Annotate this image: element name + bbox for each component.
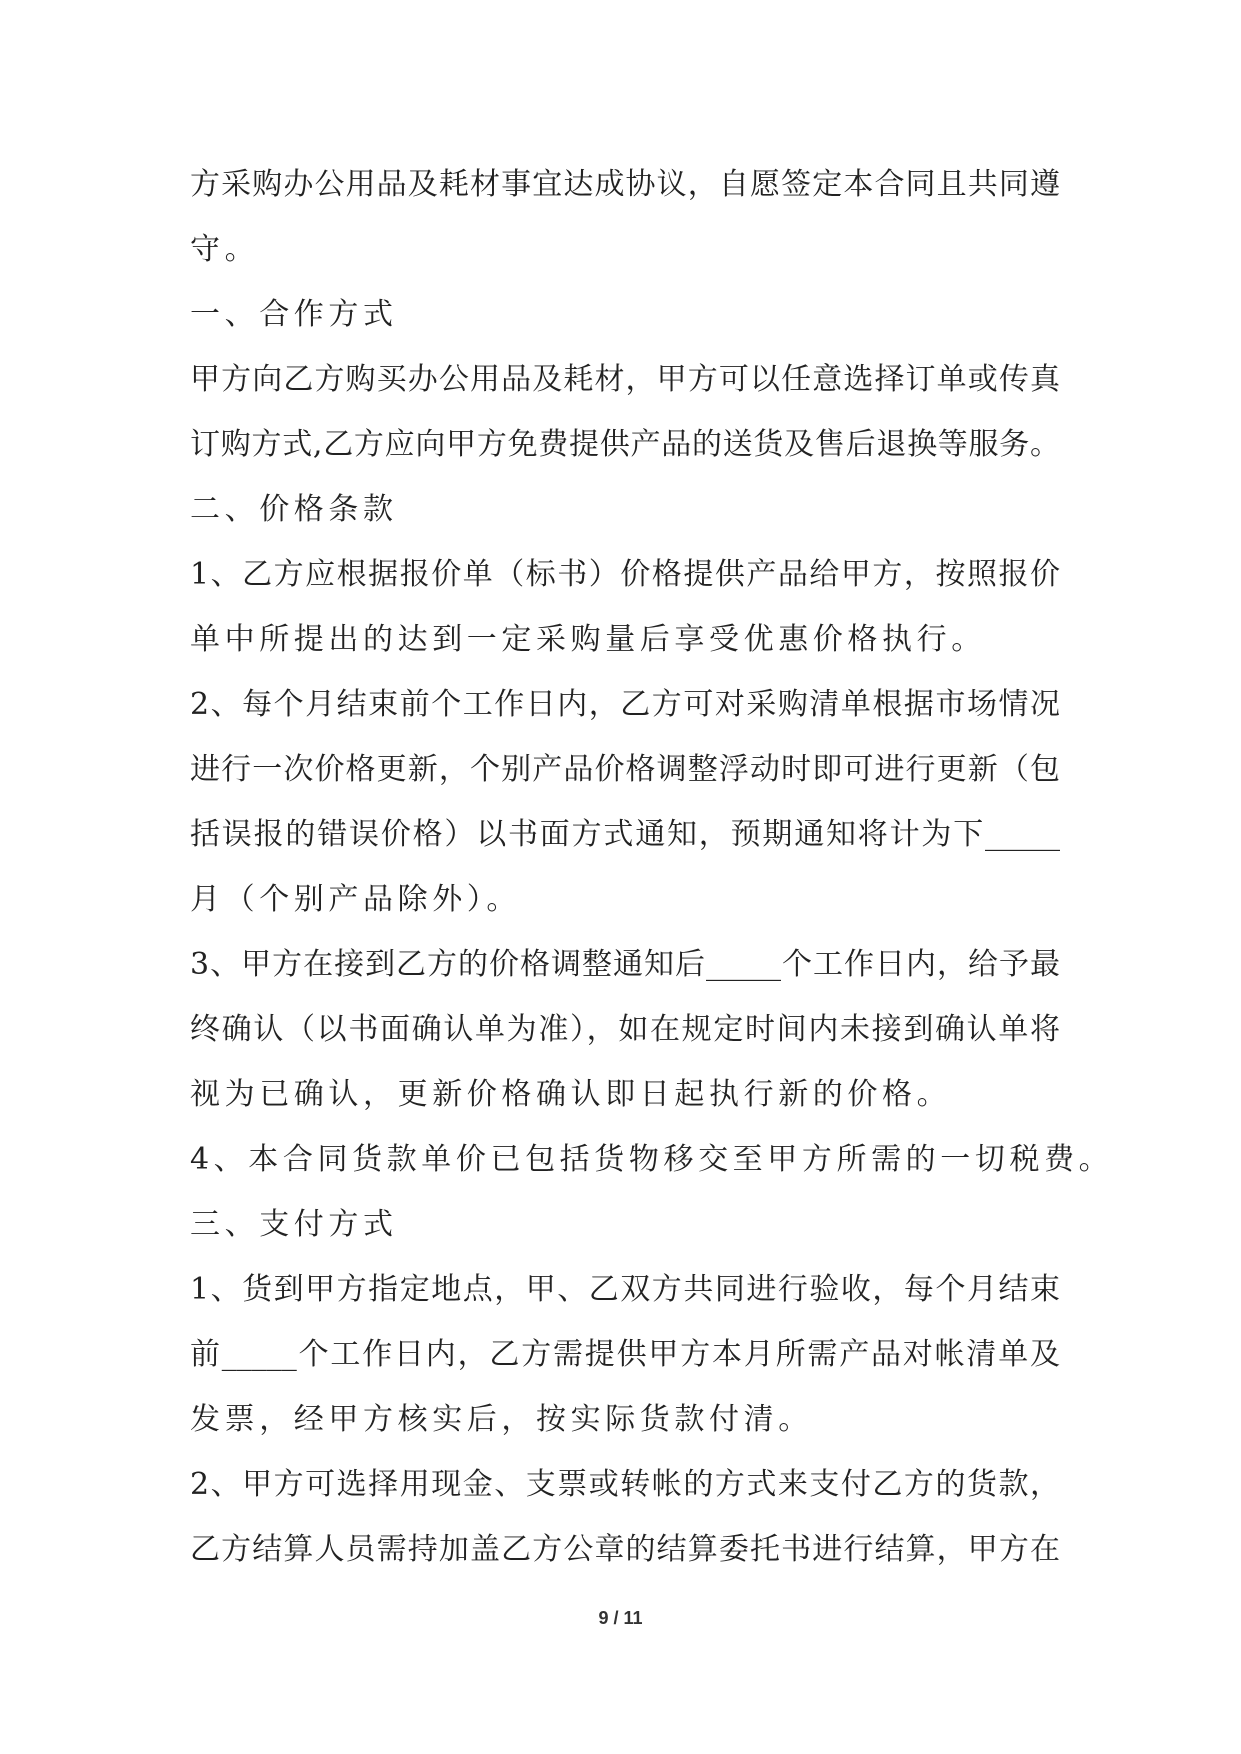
text-line: 3、甲方在接到乙方的价格调整通知后_____个工作日内，给予最 — [190, 947, 1060, 982]
text-line: 单中所提出的达到一定采购量后享受优惠价格执行。 — [190, 622, 986, 657]
text-line: 1、货到甲方指定地点，甲、乙双方共同进行验收，每个月结束 — [190, 1272, 1060, 1307]
text-line: 2、每个月结束前个工作日内，乙方可对采购清单根据市场情况 — [190, 687, 1060, 722]
text-line: 括误报的错误价格）以书面方式通知，预期通知将计为下_____ — [190, 817, 1060, 852]
text-line: 乙方结算人员需持加盖乙方公章的结算委托书进行结算，甲方在 — [190, 1532, 1060, 1567]
text-line: 方采购办公用品及耗材事宜达成协议，自愿签定本合同且共同遵 — [190, 167, 1060, 202]
text-line: 订购方式,乙方应向甲方免费提供产品的送货及售后退换等服务。 — [190, 427, 1060, 462]
text-line: 前_____个工作日内，乙方需提供甲方本月所需产品对帐清单及 — [190, 1337, 1060, 1372]
text-line: 一、合作方式 — [190, 297, 398, 332]
text-line: 终确认（以书面确认单为准），如在规定时间内未接到确认单将 — [190, 1012, 1060, 1047]
text-line: 1、乙方应根据报价单（标书）价格提供产品给甲方，按照报价 — [190, 557, 1060, 592]
text-line: 月（个别产品除外）。 — [190, 882, 521, 917]
text-line: 甲方向乙方购买办公用品及耗材，甲方可以任意选择订单或传真 — [190, 362, 1060, 397]
text-line: 发票，经甲方核实后，按实际货款付清。 — [190, 1402, 813, 1437]
text-line: 2、甲方可选择用现金、支票或转帐的方式来支付乙方的货款， — [190, 1467, 1060, 1502]
text-line: 4、本合同货款单价已包括货物移交至甲方所需的一切税费。 — [190, 1142, 1114, 1177]
contract-body — [190, 152, 1114, 1582]
text-line: 三、支付方式 — [190, 1207, 398, 1242]
page-number: 9 / 11 — [598, 1608, 643, 1628]
text-line: 守。 — [190, 232, 260, 267]
text-line: 二、价格条款 — [190, 492, 398, 527]
text-line: 进行一次价格更新，个别产品价格调整浮动时即可进行更新（包 — [190, 752, 1060, 787]
text-line: 视为已确认，更新价格确认即日起执行新的价格。 — [190, 1077, 952, 1112]
